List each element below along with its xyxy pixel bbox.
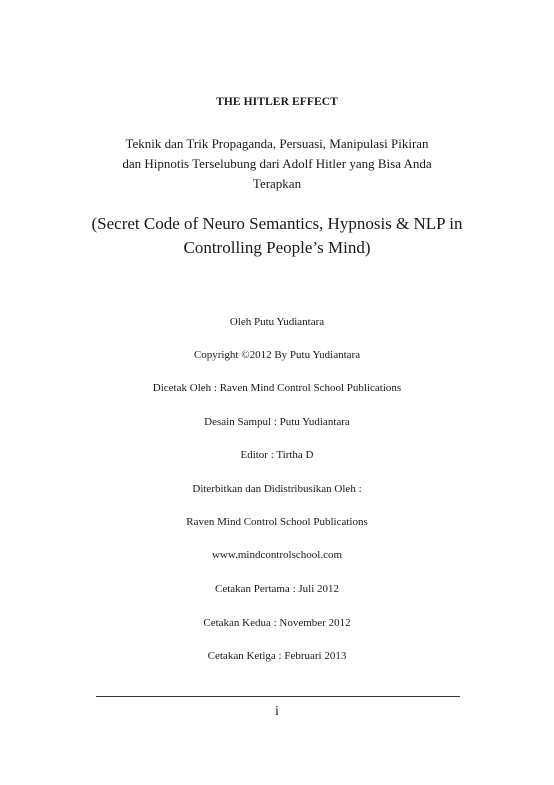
cover-design-credit: Desain Sampul : Putu Yudiantara — [204, 416, 350, 428]
subtitle-line-2: dan Hipnotis Terselubung dari Adolf Hitler yang Bisa Anda — [122, 156, 432, 171]
footer-rule — [96, 696, 460, 697]
tagline-line-2: Controlling People’s Mind) — [183, 238, 371, 257]
book-title: THE HITLER EFFECT — [216, 96, 338, 108]
third-printing: Cetakan Ketiga : Februari 2013 — [207, 650, 347, 662]
author-credit: Oleh Putu Yudiantara — [229, 316, 325, 328]
publisher-website: www.mindcontrolschool.com — [211, 549, 343, 561]
first-printing: Cetakan Pertama : Juli 2012 — [214, 583, 340, 595]
subtitle-line-1: Teknik dan Trik Propaganda, Persuasi, Manipulasi Pikiran — [125, 136, 429, 151]
copyright-line: Copyright ©2012 By Putu Yudiantara — [193, 349, 361, 361]
publisher-name: Raven Mind Control School Publications — [186, 516, 368, 528]
tagline-line-1: (Secret Code of Neuro Semantics, Hypnosis & NLP in — [91, 214, 463, 233]
page-number: i — [275, 704, 279, 719]
publisher-heading: Diterbitkan dan Didistribusikan Oleh : — [192, 483, 362, 495]
subtitle-line-3: Terapkan — [252, 176, 302, 191]
printer-credit: Dicetak Oleh : Raven Mind Control School Publications — [152, 382, 402, 394]
second-printing: Cetakan Kedua : November 2012 — [203, 617, 351, 629]
editor-credit: Editor : Tirtha D — [240, 449, 314, 461]
